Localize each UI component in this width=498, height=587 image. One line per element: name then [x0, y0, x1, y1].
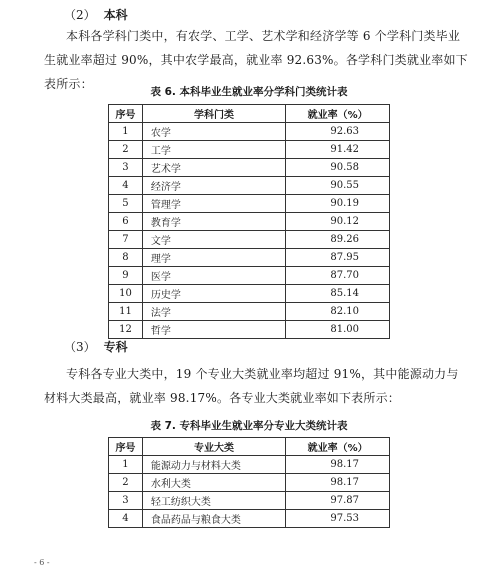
table-row: [109, 321, 390, 339]
category-cell: 管理学: [142, 195, 285, 213]
header-cell: 序号: [109, 105, 143, 123]
page-number: - 6 -: [34, 558, 50, 567]
row-index-cell: 1: [109, 123, 143, 141]
rate-cell: 90.55: [286, 177, 390, 195]
category-cell: 历史学: [142, 285, 285, 303]
row-index-cell: 5: [109, 195, 143, 213]
category-cell: 艺术学: [142, 159, 285, 177]
header-cell: 就业率（%）: [286, 438, 390, 456]
category-cell: 水利大类: [142, 474, 285, 492]
section-title: 专科: [103, 340, 128, 354]
category-cell: 经济学: [142, 177, 285, 195]
table-row: [109, 303, 390, 321]
rate-cell: 98.17: [286, 456, 390, 474]
rate-cell: 97.53: [286, 510, 390, 528]
table-row: [109, 456, 390, 474]
rate-cell: 92.63: [286, 123, 390, 141]
rate-cell: 85.14: [286, 285, 390, 303]
paragraph-college: 专科各专业大类中，19 个专业大类就业率均超过 91%，其中能源动力与材料大类最高，就业率 98.17%。各专业大类就业率如下表所示：: [44, 367, 459, 405]
section-number: （2）: [64, 8, 96, 22]
row-index-cell: 12: [109, 321, 143, 339]
rate-cell: 87.95: [286, 249, 390, 267]
header-cell: 学科门类: [142, 105, 285, 123]
rate-cell: 91.42: [286, 141, 390, 159]
header-cell: 序号: [109, 438, 143, 456]
rate-cell: 81.00: [286, 321, 390, 339]
row-index-cell: 7: [109, 231, 143, 249]
category-cell: 法学: [142, 303, 285, 321]
row-index-cell: 2: [109, 141, 143, 159]
row-index-cell: 3: [109, 159, 143, 177]
paragraph-undergrad: 本科各学科门类中，有农学、工学、艺术学和经济学等 6 个学科门类毕业生就业率超过 90%，其中农学最高，就业率 92.63%。各学科门类就业率如下表所示：: [44, 29, 468, 91]
table6-caption: 表 6. 本科毕业生就业率分学科门类统计表: [150, 86, 348, 98]
table-row: [109, 213, 390, 231]
table-row: [109, 195, 390, 213]
row-index-cell: 9: [109, 267, 143, 285]
section-heading-college: [64, 338, 128, 355]
table-row: [109, 231, 390, 249]
category-cell: 文学: [142, 231, 285, 249]
row-index-cell: 2: [109, 474, 143, 492]
category-cell: 理学: [142, 249, 285, 267]
rate-cell: 97.87: [286, 492, 390, 510]
table-row: [109, 141, 390, 159]
table-row: [109, 123, 390, 141]
category-cell: 哲学: [142, 321, 285, 339]
table7: [108, 437, 390, 528]
table-row: [109, 285, 390, 303]
row-index-cell: 10: [109, 285, 143, 303]
category-cell: 食品药品与粮食大类: [142, 510, 285, 528]
table-row: [109, 510, 390, 528]
row-index-cell: 4: [109, 510, 143, 528]
category-cell: 农学: [142, 123, 285, 141]
row-index-cell: 4: [109, 177, 143, 195]
table-header-row: [109, 438, 390, 456]
rate-cell: 90.12: [286, 213, 390, 231]
rate-cell: 87.70: [286, 267, 390, 285]
rate-cell: 82.10: [286, 303, 390, 321]
row-index-cell: 11: [109, 303, 143, 321]
section-number: （3）: [64, 340, 96, 354]
rate-cell: 89.26: [286, 231, 390, 249]
header-cell: 就业率（%）: [286, 105, 390, 123]
table-row: [109, 177, 390, 195]
header-cell: 专业大类: [142, 438, 285, 456]
category-cell: 医学: [142, 267, 285, 285]
table-row: [109, 249, 390, 267]
category-cell: 教育学: [142, 213, 285, 231]
table-row: [109, 159, 390, 177]
table6: [108, 104, 390, 339]
rate-cell: 98.17: [286, 474, 390, 492]
table-header-row: [109, 105, 390, 123]
table-row: [109, 474, 390, 492]
row-index-cell: 1: [109, 456, 143, 474]
section-title: 本科: [103, 8, 128, 22]
table-row: [109, 267, 390, 285]
table7-caption: 表 7. 专科毕业生就业率分专业大类统计表: [150, 420, 348, 432]
section-heading-undergrad: [64, 6, 128, 23]
category-cell: 能源动力与材料大类: [142, 456, 285, 474]
row-index-cell: 6: [109, 213, 143, 231]
row-index-cell: 3: [109, 492, 143, 510]
rate-cell: 90.58: [286, 159, 390, 177]
rate-cell: 90.19: [286, 195, 390, 213]
category-cell: 轻工纺织大类: [142, 492, 285, 510]
row-index-cell: 8: [109, 249, 143, 267]
table-row: [109, 492, 390, 510]
category-cell: 工学: [142, 141, 285, 159]
